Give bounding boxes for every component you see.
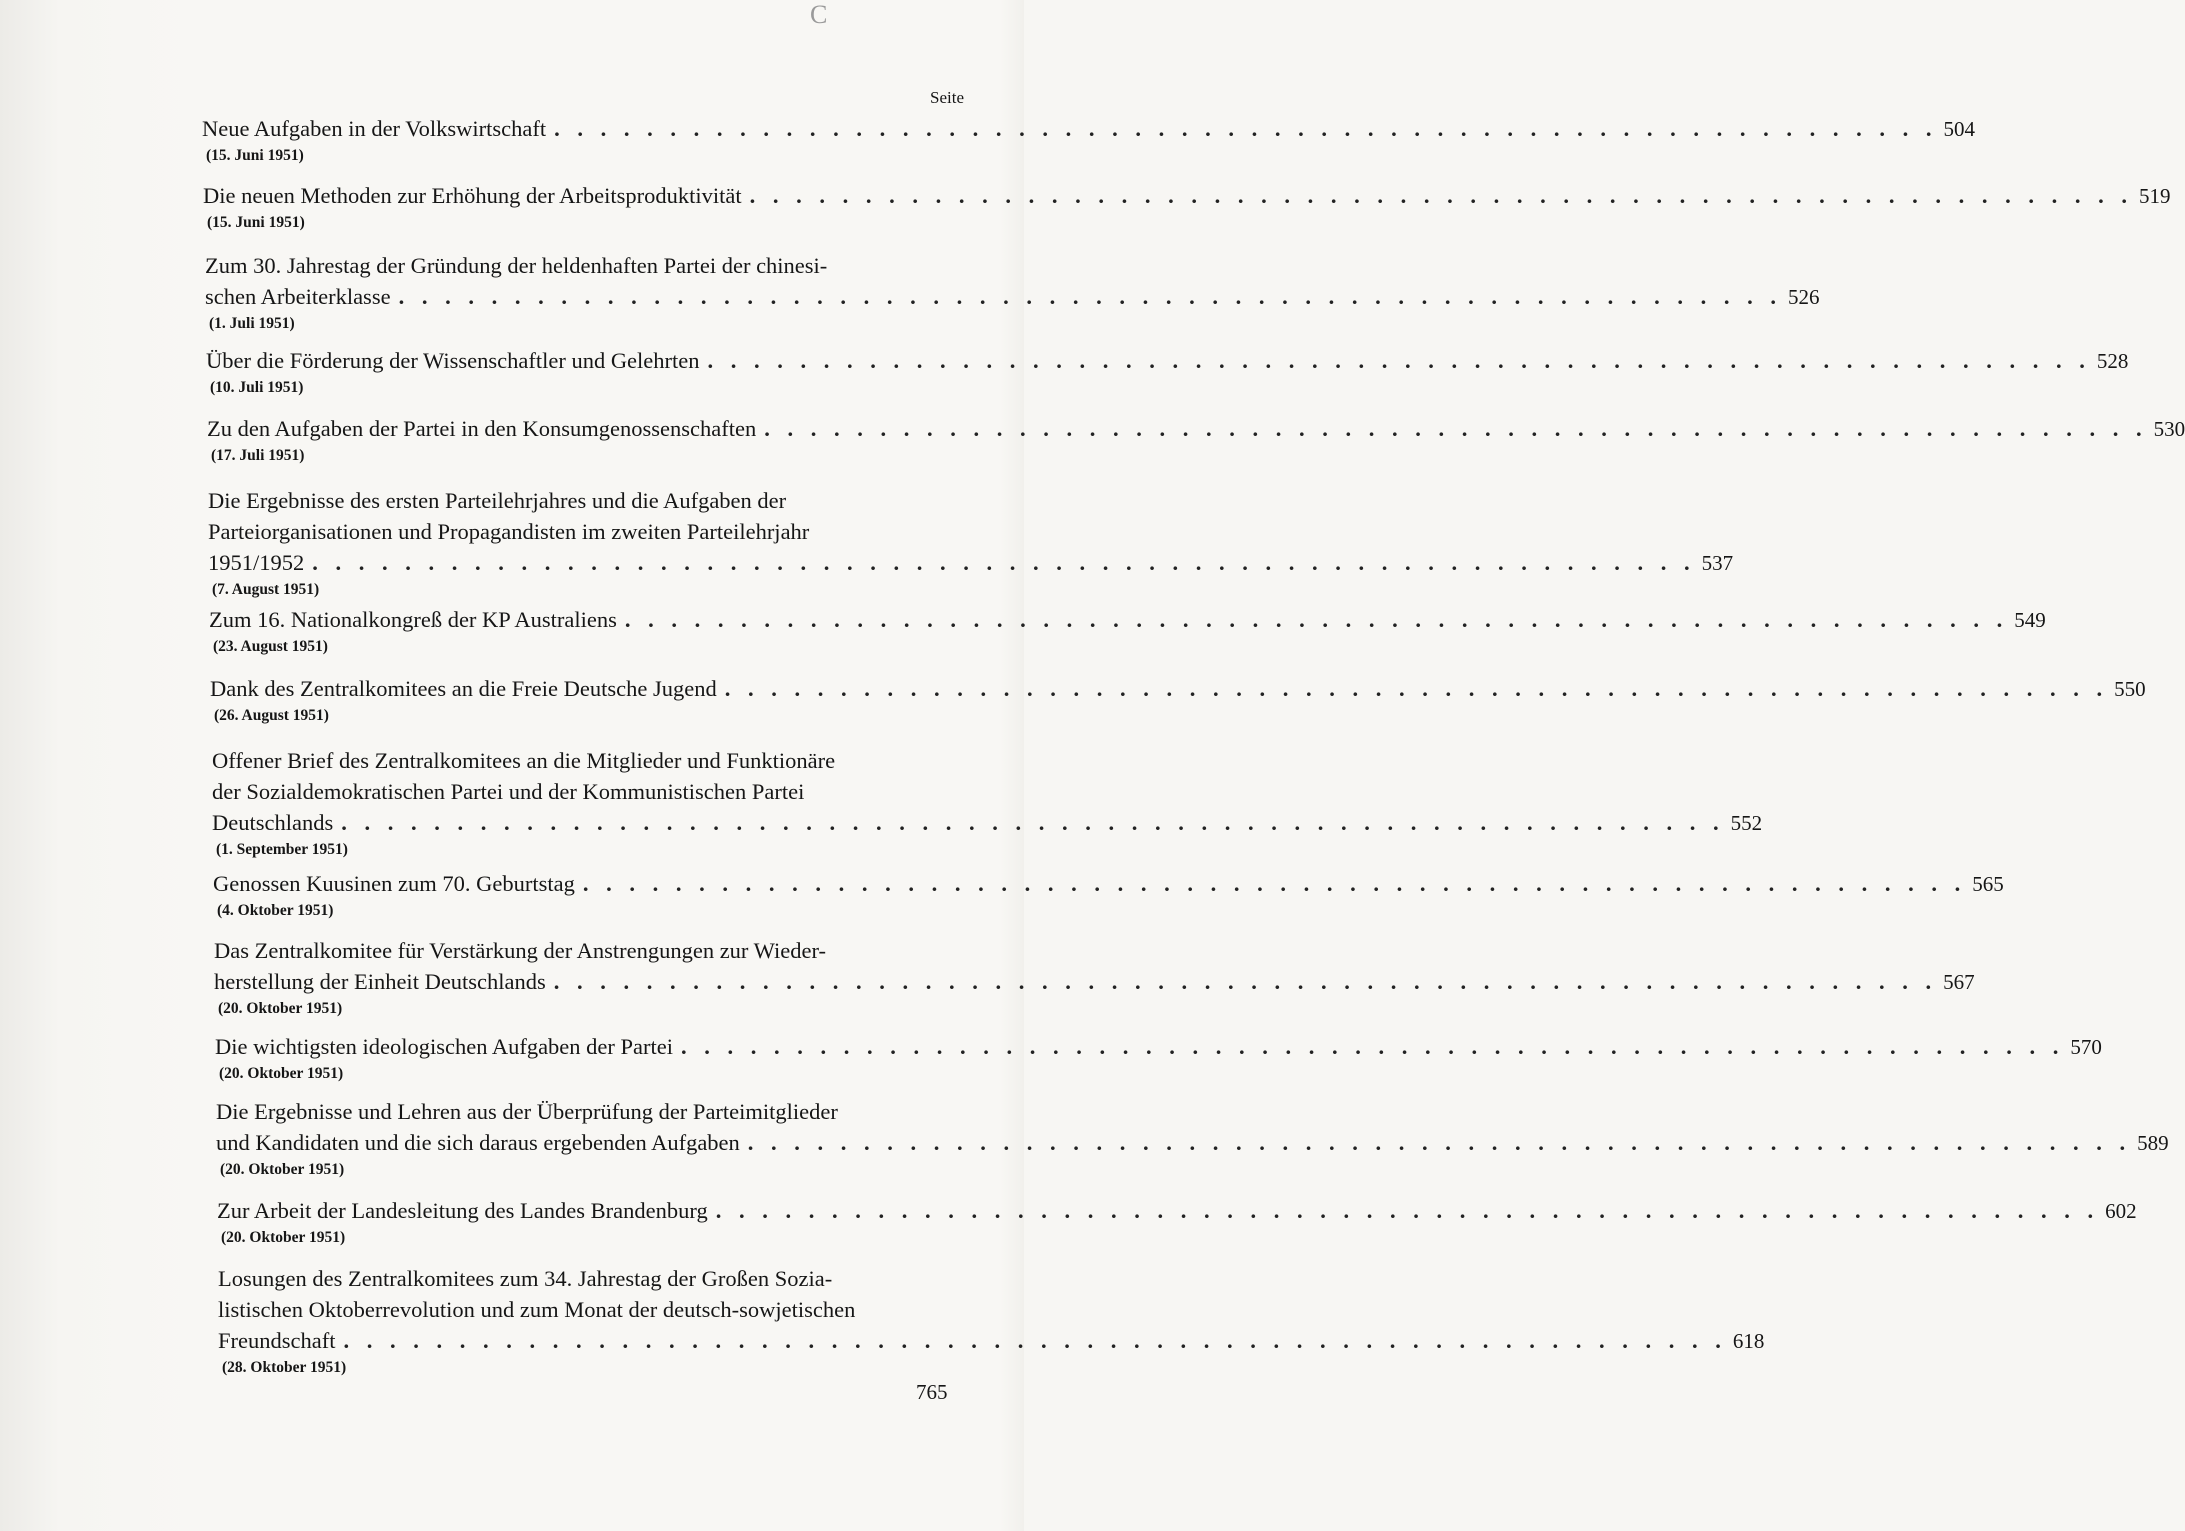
toc-entry (205, 250, 1820, 335)
toc-entry-title: Deutschlands (212, 810, 334, 835)
toc-entry (202, 113, 1975, 167)
toc-entry-last-line (202, 113, 1975, 145)
toc-entry-title: Die Ergebnisse des ersten Parteilehrjahres und die Aufgaben der (208, 488, 787, 513)
page-column-label: Seite (930, 88, 964, 107)
toc-entry-date: (7. August 1951) (212, 581, 320, 598)
toc-entry (216, 1096, 2169, 1181)
toc-entry-date: (10. Juli 1951) (210, 379, 304, 396)
toc-entry-page: 602 (2105, 1199, 2137, 1223)
page-number: 765 (916, 1380, 948, 1404)
toc-entry-last-line (214, 966, 1975, 998)
toc-entry-title: 1951/1952 (208, 550, 305, 575)
toc-entry-date: (15. Juni 1951) (206, 147, 304, 164)
toc-entry-date: (20. Oktober 1951) (218, 1000, 343, 1017)
toc-entry-line (214, 935, 974, 966)
toc-entry (215, 1031, 2102, 1085)
toc-entry-title: Die Ergebnisse und Lehren aus der Überprüfung der Parteimitglieder (216, 1099, 838, 1124)
toc-entry-title: der Sozialdemokratischen Partei und der Kommunistischen Partei (212, 779, 805, 804)
toc-entry-last-line (208, 547, 1734, 579)
toc-entry-line (212, 776, 974, 807)
toc-entry-page: 618 (1732, 1329, 1765, 1353)
toc-entry-page: 565 (1972, 872, 2004, 896)
dot-leader: . . . . . . . . . . . . . . . . . . . . . . . . . . . . . . . . . . . . . . . . . . . . . . . . . . . . . . . . . . . . (707, 348, 2091, 373)
toc-entry-date: (20. Oktober 1951) (219, 1065, 344, 1082)
toc-entry (217, 1195, 2137, 1249)
toc-entry-title: herstellung der Einheit Deutschlands (214, 969, 546, 994)
toc-entry-last-line (206, 345, 2129, 377)
toc-entry-line (205, 250, 974, 281)
dot-leader: . . . . . . . . . . . . . . . . . . . . . . . . . . . . . . . . . . . . . . . . . . . . . . . . . . . . . . . . . . . . (624, 607, 2009, 632)
toc-entry (208, 485, 1734, 601)
toc-entry (212, 745, 1763, 861)
dot-leader: . . . . . . . . . . . . . . . . . . . . . . . . . . . . . . . . . . . . . . . . . . . . . . . . . . . . . . . . . . . . (724, 676, 2109, 701)
toc-entry-title: Das Zentralkomitee für Verstärkung der Anstrengungen zur Wieder- (214, 938, 826, 963)
toc-entry-last-line (218, 1325, 1765, 1357)
toc-entry (206, 345, 2129, 399)
toc-entry-last-line (207, 413, 2185, 445)
toc-entry-last-line (215, 1031, 2102, 1063)
toc-entry-last-line (210, 673, 2146, 705)
dot-leader: . . . . . . . . . . . . . . . . . . . . . . . . . . . . . . . . . . . . . . . . . . . . . . . . . . . . . . . . . . . . (681, 1034, 2065, 1059)
toc-entry-page: 537 (1701, 551, 1734, 575)
dot-leader: . . . . . . . . . . . . . . . . . . . . . . . . . . . . . . . . . . . . . . . . . . . . . . . . . . . . . . . . . . . . (398, 284, 1782, 309)
toc-entry-last-line (213, 868, 2004, 900)
toc-entry-last-line (209, 604, 2046, 636)
toc-entry-line (218, 1263, 974, 1294)
toc-entry (207, 413, 2185, 467)
toc-entry-page: 519 (2139, 184, 2171, 208)
toc-entry (213, 868, 2004, 922)
toc-entry-date: (1. September 1951) (216, 841, 348, 858)
dot-leader: . . . . . . . . . . . . . . . . . . . . . . . . . . . . . . . . . . . . . . . . . . . . . . . . . . . . . . . . . . . . (749, 183, 2133, 208)
toc-entry-date: (4. Oktober 1951) (217, 902, 334, 919)
toc-entry-line (208, 485, 974, 516)
toc-entry-title: Zu den Aufgaben der Partei in den Konsumgenossenschaften (207, 416, 757, 441)
toc-entry-title: Dank des Zentralkomitees an die Freie Deutsche Jugend (210, 676, 717, 701)
dot-leader: . . . . . . . . . . . . . . . . . . . . . . . . . . . . . . . . . . . . . . . . . . . . . . . . . . . . . . . . . . . . (553, 969, 1938, 994)
dot-leader: . . . . . . . . . . . . . . . . . . . . . . . . . . . . . . . . . . . . . . . . . . . . . . . . . . . . . . . . . . . . (343, 1328, 1727, 1353)
toc-entry-page: 550 (2114, 677, 2146, 701)
toc-entry-page: 589 (2137, 1131, 2169, 1155)
toc-entry (210, 673, 2146, 727)
toc-entry-title: Losungen des Zentralkomitees zum 34. Jahrestag der Großen Sozia- (218, 1266, 833, 1291)
toc-entry-title: Parteiorganisationen und Propagandisten im zweiten Parteilehrjahr (208, 519, 810, 544)
toc-entry-page: 552 (1730, 811, 1763, 835)
toc-entry (214, 935, 1975, 1020)
corner-pencil-mark: C (810, 0, 828, 29)
toc-entry-line (216, 1096, 974, 1127)
toc-entry-date: (15. Juni 1951) (207, 214, 305, 231)
toc-entry-last-line (217, 1195, 2137, 1227)
toc-entry-date: (17. Juli 1951) (211, 447, 305, 464)
toc-entry-title: Zum 16. Nationalkongreß der KP Australiens (209, 607, 617, 632)
toc-entry-date: (26. August 1951) (214, 707, 329, 724)
dot-leader: . . . . . . . . . . . . . . . . . . . . . . . . . . . . . . . . . . . . . . . . . . . . . . . . . . . . . . . . . . . . (747, 1130, 2132, 1155)
dot-leader: . . . . . . . . . . . . . . . . . . . . . . . . . . . . . . . . . . . . . . . . . . . . . . . . . . . . . . . . . . . . (554, 116, 1938, 141)
toc-entry-date: (20. Oktober 1951) (221, 1229, 346, 1246)
toc-entry-page: 528 (2096, 349, 2129, 373)
toc-entry (203, 180, 2171, 234)
toc-entry-page: 570 (2070, 1035, 2102, 1059)
dot-leader: . . . . . . . . . . . . . . . . . . . . . . . . . . . . . . . . . . . . . . . . . . . . . . . . . . . . . . . . . . . . (341, 810, 1725, 835)
toc-entry-title: Die neuen Methoden zur Erhöhung der Arbeitsproduktivität (203, 183, 742, 208)
toc-entry-title: Die wichtigsten ideologischen Aufgaben der Partei (215, 1034, 673, 1059)
toc-entry-date: (23. August 1951) (213, 638, 328, 655)
dot-leader: . . . . . . . . . . . . . . . . . . . . . . . . . . . . . . . . . . . . . . . . . . . . . . . . . . . . . . . . . . . . (312, 550, 1696, 575)
toc-entry-last-line (212, 807, 1763, 839)
toc-entry-title: schen Arbeiterklasse (205, 284, 391, 309)
dot-leader: . . . . . . . . . . . . . . . . . . . . . . . . . . . . . . . . . . . . . . . . . . . . . . . . . . . . . . . . . . . . (764, 416, 2148, 441)
toc-entry-page: 549 (2014, 608, 2046, 632)
toc-entry-title: Zur Arbeit der Landesleitung des Landes Brandenburg (217, 1198, 708, 1223)
toc-entry-title: Freundschaft (218, 1328, 336, 1353)
dot-leader: . . . . . . . . . . . . . . . . . . . . . . . . . . . . . . . . . . . . . . . . . . . . . . . . . . . . . . . . . . . . (715, 1198, 2100, 1223)
toc-entry-title: Offener Brief des Zentralkomitees an die Mitglieder und Funktionäre (212, 748, 836, 773)
toc-entry-title: Über die Förderung der Wissenschaftler und Gelehrten (206, 348, 700, 373)
toc-entry-page: 567 (1943, 970, 1975, 994)
toc-entry-date: (28. Oktober 1951) (222, 1359, 347, 1376)
toc-entry-page: 504 (1943, 117, 1975, 141)
toc-entry-title: listischen Oktoberrevolution und zum Monat der deutsch-sowjetischen (218, 1297, 856, 1322)
toc-entry-title: Zum 30. Jahrestag der Gründung der heldenhaften Partei der chinesi- (205, 253, 828, 278)
toc-entry-last-line (203, 180, 2171, 212)
toc-entry-page: 530 (2153, 417, 2185, 441)
toc-entry-line (218, 1294, 974, 1325)
toc-entry (218, 1263, 1765, 1379)
toc-entry-date: (20. Oktober 1951) (220, 1161, 345, 1178)
dot-leader: . . . . . . . . . . . . . . . . . . . . . . . . . . . . . . . . . . . . . . . . . . . . . . . . . . . . . . . . . . . . (582, 871, 1967, 896)
toc-entry-line (208, 516, 974, 547)
toc-entry-title: und Kandidaten und die sich daraus ergebenden Aufgaben (216, 1130, 740, 1155)
toc-entry-last-line (216, 1127, 2169, 1159)
toc-entry (209, 604, 2046, 658)
toc-entry-page: 526 (1787, 285, 1820, 309)
toc-entry-title: Neue Aufgaben in der Volkswirtschaft (202, 116, 547, 141)
toc-entry-last-line (205, 281, 1820, 313)
toc-entry-title: Genossen Kuusinen zum 70. Geburtstag (213, 871, 575, 896)
toc-entry-line (212, 745, 974, 776)
toc-entry-date: (1. Juli 1951) (209, 315, 295, 332)
